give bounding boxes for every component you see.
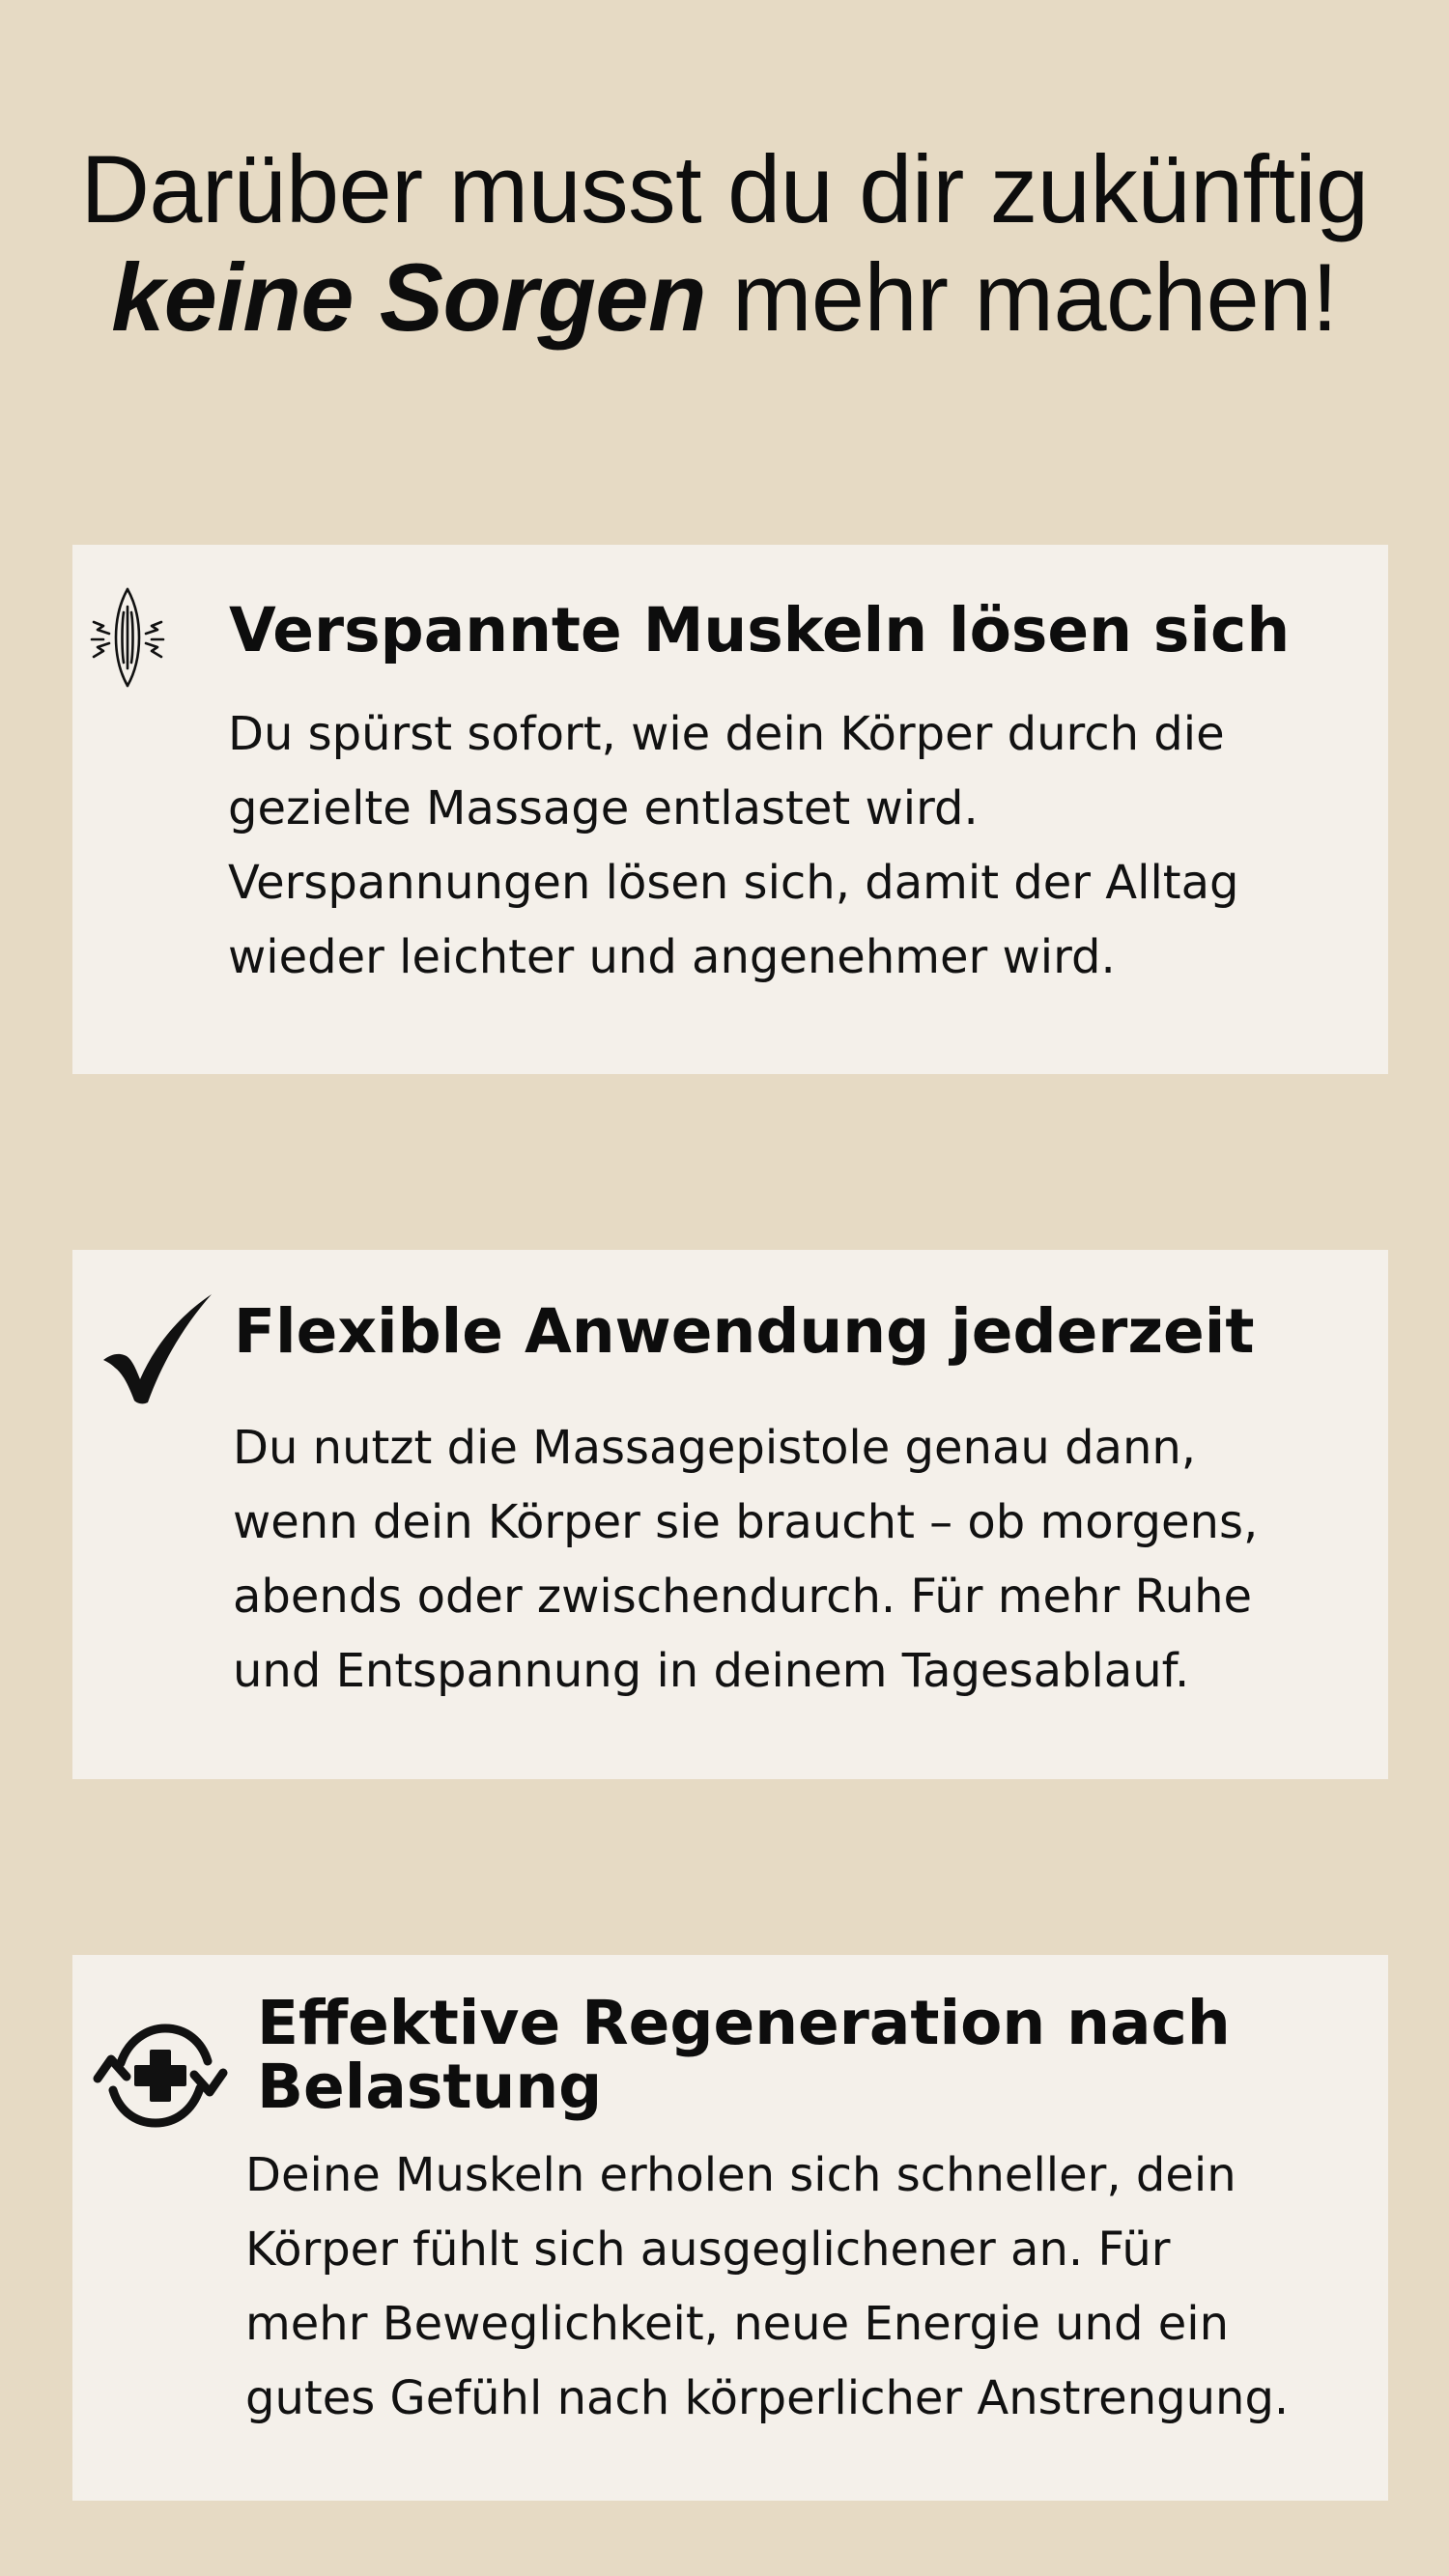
benefit-description xyxy=(245,2138,1289,2436)
benefit-title xyxy=(257,1988,1262,2122)
benefit-description-line: Du spürst sofort, wie dein Körper durch die xyxy=(228,707,1225,761)
benefit-description-line: gezielte Massage entlastet wird. xyxy=(228,781,979,835)
benefit-card-flexible xyxy=(72,1250,1388,1779)
headline-line-2 xyxy=(0,243,1449,352)
headline-emphasis: keine Sorgen xyxy=(111,243,706,351)
benefit-description-line: Verspannungen lösen sich, damit der Alltag xyxy=(228,856,1239,910)
regeneration-cycle-icon xyxy=(92,2017,229,2135)
benefit-description-line: abends oder zwischendurch. Für mehr Ruhe xyxy=(233,1570,1253,1624)
benefit-description-line: mehr Beweglichkeit, neue Energie und ein xyxy=(245,2297,1229,2351)
benefit-description-line: und Entspannung in deinem Tagesablauf. xyxy=(233,1644,1190,1698)
benefit-title: Flexible Anwendung jederzeit xyxy=(234,1296,1255,1367)
benefit-description xyxy=(228,697,1238,995)
checkmark-icon xyxy=(101,1292,215,1406)
benefit-title-line: Effektive Regeneration nach xyxy=(257,1988,1231,2058)
benefit-description-line: gutes Gefühl nach körperlicher Anstrengung. xyxy=(245,2371,1290,2425)
benefit-card-muscles xyxy=(72,545,1388,1074)
benefit-description-line: wieder leichter und angenehmer wird. xyxy=(228,930,1116,984)
headline-line-1: Darüber musst du dir zukünftig xyxy=(80,135,1369,242)
benefit-description-line: Deine Muskeln erholen sich schneller, dein xyxy=(245,2148,1236,2202)
benefit-description-line: Körper fühlt sich ausgeglichener an. Für xyxy=(245,2222,1171,2277)
muscle-tension-icon xyxy=(90,583,165,692)
headline xyxy=(0,135,1449,352)
benefit-title: Verspannte Muskeln lösen sich xyxy=(229,595,1291,665)
benefit-card-regeneration xyxy=(72,1955,1388,2501)
benefit-description-line: wenn dein Körper sie braucht – ob morgens, xyxy=(233,1495,1259,1549)
benefit-description-line: Du nutzt die Massagepistole genau dann, xyxy=(233,1421,1197,1475)
benefit-description xyxy=(233,1411,1258,1709)
headline-line-2-rest: mehr machen! xyxy=(705,243,1338,351)
benefit-title-line: Belastung xyxy=(257,2052,603,2122)
